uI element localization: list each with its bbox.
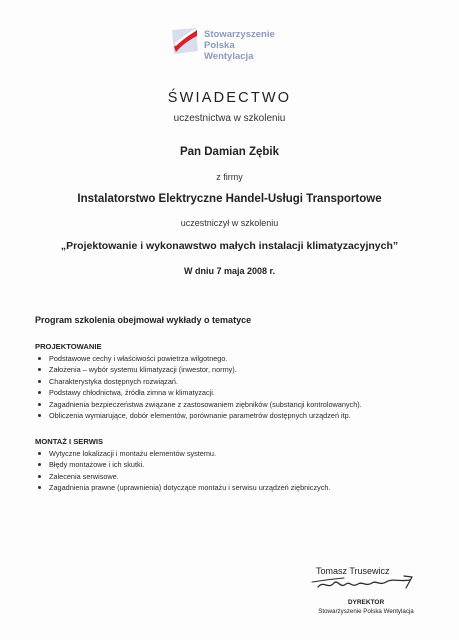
- section-title: MONTAŻ I SERWIS: [35, 437, 104, 446]
- bullet-icon: [38, 403, 41, 406]
- topic-text: Zagadnienia prawne (uprawnienia) dotyczące montażu i serwisu urządzeń ziębniczych.: [49, 483, 331, 493]
- list-item: [49, 448, 435, 459]
- list-item: [49, 471, 435, 482]
- list-item: [49, 459, 435, 470]
- bullet-icon: [38, 486, 41, 489]
- topic-text: Podstawowe cechy i właściwości powietrza wilgotnego.: [49, 354, 228, 363]
- logo-line-1: Stowarzyszenie: [204, 29, 275, 40]
- topic-text: Zalecenia serwisowe.: [49, 471, 119, 481]
- certificate-subtitle: uczestnictwa w szkoleniu: [173, 113, 286, 124]
- handwritten-signature: [300, 568, 420, 598]
- organization-logo: [170, 26, 290, 68]
- program-heading: Program szkolenia obejmował wykłady o tematyce: [35, 315, 252, 325]
- company-name: Instalatorstwo Elektryczne Handel-Usługi Transportowe: [77, 193, 382, 205]
- company-label: z firmy: [216, 172, 243, 182]
- logo-line-3: Wentylacja: [204, 51, 254, 62]
- bullet-icon: [38, 380, 41, 383]
- list-item: [49, 387, 435, 398]
- signer-organization: Stowarzyszenie Polska Wentylacja: [318, 608, 414, 615]
- list-item: [49, 353, 435, 364]
- list-item: [49, 399, 435, 410]
- topic-list: [35, 448, 435, 494]
- list-item: [49, 376, 435, 387]
- bullet-icon: [38, 463, 41, 466]
- topic-list: [35, 353, 435, 421]
- list-item: [49, 410, 435, 421]
- bullet-icon: [38, 391, 41, 394]
- flag-logo-icon: [170, 26, 200, 56]
- signer-name: Tomasz Trusewicz: [316, 566, 390, 576]
- list-item: [49, 482, 435, 493]
- logo-line-2: Polska: [204, 40, 235, 51]
- list-item: [49, 364, 435, 375]
- section-projektowanie: [35, 342, 435, 421]
- signer-role: DYREKTOR: [347, 599, 385, 606]
- topic-text: Podstawy chłodnictwa, źródła zimna w klimatyzacji.: [49, 388, 215, 398]
- logo-text: [204, 29, 275, 62]
- course-title: „Projektowanie i wykonawstwo małych instalacji klimatyzacyjnych”: [60, 240, 399, 252]
- participant-name: Pan Damian Zębik: [179, 146, 280, 158]
- topic-text: Obliczenia wymiarujące, dobór elementów, porównanie parametrów dostępnych urządzeń itp.: [49, 411, 351, 421]
- topic-text: Błędy montażowe i ich skutki.: [49, 460, 145, 470]
- topic-text: Wytyczne lokalizacji i montażu elementów systemu.: [49, 449, 217, 458]
- topic-text: Założenia – wybór systemu klimatyzacji (inwestor, normy).: [49, 365, 237, 375]
- bullet-icon: [38, 368, 41, 371]
- topic-text: Charakterystyka dostępnych rozwiązań.: [49, 376, 178, 386]
- bullet-icon: [38, 357, 41, 360]
- certificate-title: ŚWIADECTWO: [167, 90, 292, 106]
- section-title: PROJEKTOWANIE: [35, 342, 102, 351]
- bullet-icon: [38, 452, 41, 455]
- bullet-icon: [38, 475, 41, 478]
- participation-label: uczestniczył w szkoleniu: [180, 218, 279, 228]
- topic-text: Zagadnienia bezpieczeństwa związane z zastosowaniem ziębników (substancji kontrolowanych).: [49, 399, 362, 409]
- section-montaz-i-serwis: [35, 437, 435, 494]
- bullet-icon: [38, 414, 41, 417]
- course-date: W dniu 7 maja 2008 r.: [183, 266, 276, 276]
